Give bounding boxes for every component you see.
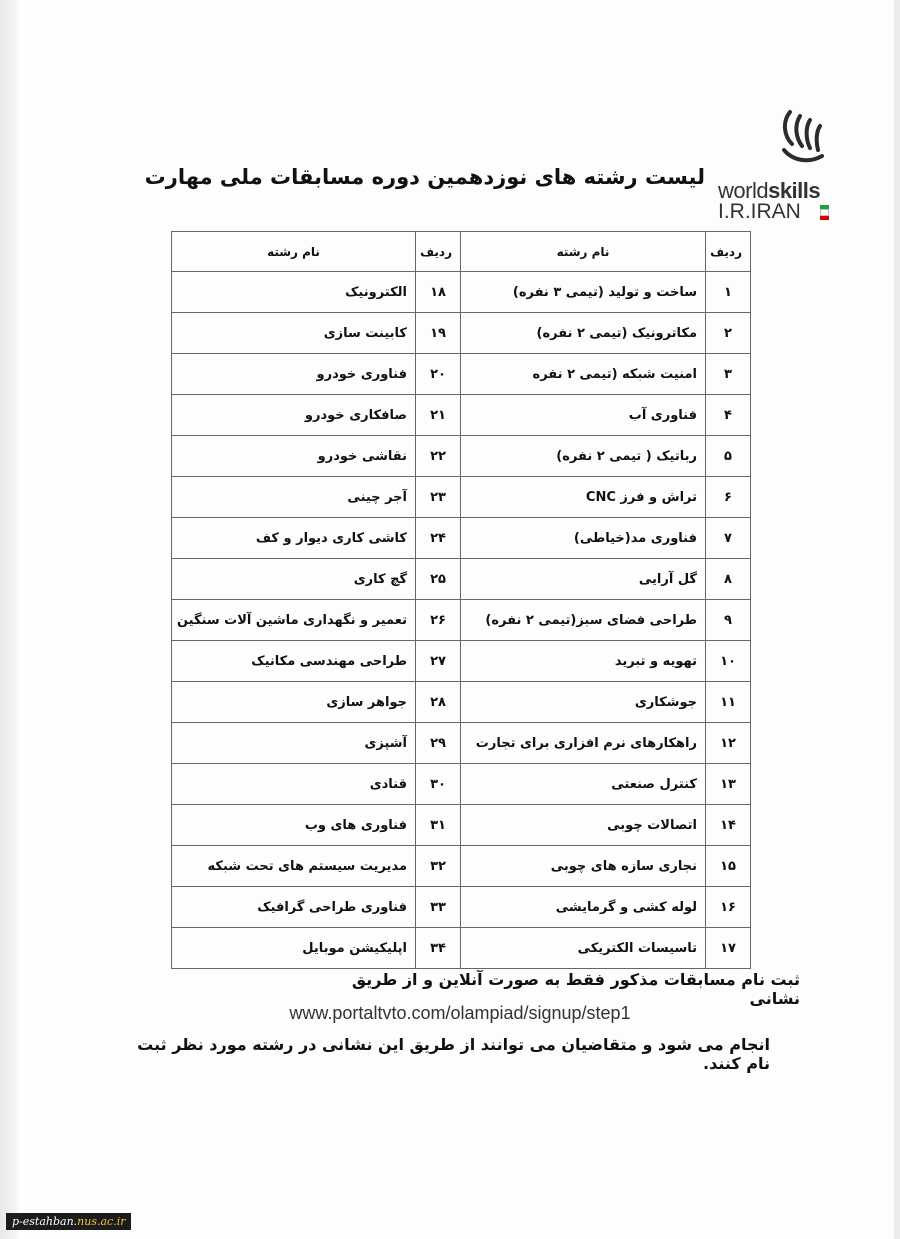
- skill-name: گل آرایی: [461, 559, 706, 600]
- table-row: [172, 272, 751, 313]
- skill-name: رباتیک ( تیمی ۲ نفره): [461, 436, 706, 477]
- row-number: ۵: [706, 436, 751, 477]
- row-number: ۱۰: [706, 641, 751, 682]
- table-row: [172, 723, 751, 764]
- table-row: [172, 641, 751, 682]
- skill-name: نقاشی خودرو: [172, 436, 416, 477]
- skill-name: کنترل صنعتی: [461, 764, 706, 805]
- row-number: ۲۰: [416, 354, 461, 395]
- row-number: ۲۲: [416, 436, 461, 477]
- row-number: ۱۵: [706, 846, 751, 887]
- registration-text-1: ثبت نام مسابقات مذکور فقط به صورت آنلاین و از طریق نشانی: [351, 970, 800, 1008]
- skill-name: جوشکاری: [461, 682, 706, 723]
- page-title: لیست رشته های نوزدهمین دوره مسابقات ملی مهارت: [144, 165, 705, 189]
- row-number: ۳۰: [416, 764, 461, 805]
- table-row: [172, 559, 751, 600]
- header-row-number-2: ردیف: [416, 232, 461, 272]
- table-row: [172, 764, 751, 805]
- table-row: [172, 805, 751, 846]
- row-number: ۶: [706, 477, 751, 518]
- skill-name: فناوری های وب: [172, 805, 416, 846]
- row-number: ۹: [706, 600, 751, 641]
- table-row: [172, 518, 751, 559]
- row-number: ۳۴: [416, 928, 461, 969]
- skill-name: مکاترونیک (تیمی ۲ نفره): [461, 313, 706, 354]
- table-header-row: [172, 232, 751, 272]
- row-number: ۱۹: [416, 313, 461, 354]
- skill-name: طراحی فضای سبز(تیمی ۲ نفره): [461, 600, 706, 641]
- skill-name: فناوری مد(خیاطی): [461, 518, 706, 559]
- scan-left-edge: [0, 0, 18, 1239]
- logo-country: I.R.IRAN: [718, 200, 801, 223]
- row-number: ۳: [706, 354, 751, 395]
- skill-name: فناوری خودرو: [172, 354, 416, 395]
- scan-right-edge: [894, 0, 900, 1239]
- table-row: [172, 928, 751, 969]
- row-number: ۲۴: [416, 518, 461, 559]
- skills-table: [171, 231, 751, 969]
- table-row: [172, 395, 751, 436]
- row-number: ۸: [706, 559, 751, 600]
- row-number: ۴: [706, 395, 751, 436]
- skill-name: فناوری طراحی گرافیک: [172, 887, 416, 928]
- skill-name: لوله کشی و گرمایشی: [461, 887, 706, 928]
- row-number: ۱: [706, 272, 751, 313]
- table-row: [172, 887, 751, 928]
- skill-name: گچ کاری: [172, 559, 416, 600]
- row-number: ۳۳: [416, 887, 461, 928]
- skill-name: طراحی مهندسی مکانیک: [172, 641, 416, 682]
- registration-text-2: انجام می شود و متقاضیان می توانند از طریق این نشانی در رشته مورد نظر ثبت نام کنند.: [137, 1035, 770, 1073]
- row-number: ۱۷: [706, 928, 751, 969]
- row-number: ۲۳: [416, 477, 461, 518]
- skill-name: آشپزی: [172, 723, 416, 764]
- skill-name: فناوری آب: [461, 395, 706, 436]
- table-row: [172, 477, 751, 518]
- skill-name: تهویه و تبرید: [461, 641, 706, 682]
- skill-name: ساخت و تولید (تیمی ۳ نفره): [461, 272, 706, 313]
- row-number: ۲۶: [416, 600, 461, 641]
- skill-name: کاشی کاری دیوار و کف: [172, 518, 416, 559]
- table-row: [172, 313, 751, 354]
- skill-name: راهکارهای نرم افزاری برای تجارت: [461, 723, 706, 764]
- row-number: ۲۷: [416, 641, 461, 682]
- worldskills-logo: [718, 110, 833, 223]
- table-row: [172, 846, 751, 887]
- row-number: ۷: [706, 518, 751, 559]
- table-row: [172, 354, 751, 395]
- skill-name: صافکاری خودرو: [172, 395, 416, 436]
- skill-name: جواهر سازی: [172, 682, 416, 723]
- row-number: ۳۲: [416, 846, 461, 887]
- skill-name: مدیریت سیستم های تحت شبکه: [172, 846, 416, 887]
- header-row-number: ردیف: [706, 232, 751, 272]
- skill-name: نجاری سازه های چوبی: [461, 846, 706, 887]
- skill-name: اپلیکیشن موبایل: [172, 928, 416, 969]
- skill-name: اتصالات چوبی: [461, 805, 706, 846]
- row-number: ۱۳: [706, 764, 751, 805]
- header-skill-name: نام رشته: [461, 232, 706, 272]
- skill-name: کابینت سازی: [172, 313, 416, 354]
- worldskills-hand-icon: [778, 110, 824, 172]
- row-number: ۳۱: [416, 805, 461, 846]
- skill-name: الکترونیک: [172, 272, 416, 313]
- row-number: ۱۸: [416, 272, 461, 313]
- skill-name: آجر چینی: [172, 477, 416, 518]
- skill-name: قنادی: [172, 764, 416, 805]
- row-number: ۱۶: [706, 887, 751, 928]
- row-number: ۲۱: [416, 395, 461, 436]
- table-row: [172, 436, 751, 477]
- header-skill-name-2: نام رشته: [172, 232, 416, 272]
- skill-name: امنیت شبکه (تیمی ۲ نفره: [461, 354, 706, 395]
- registration-link[interactable]: www.portaltvto.com/olampiad/signup/step1: [289, 1003, 631, 1023]
- skill-name: تراش و فرز CNC: [461, 477, 706, 518]
- row-number: ۲۵: [416, 559, 461, 600]
- row-number: ۲: [706, 313, 751, 354]
- footer-source-tag: p-estahban.nus.ac.ir: [6, 1213, 131, 1230]
- row-number: ۲۹: [416, 723, 461, 764]
- row-number: ۱۴: [706, 805, 751, 846]
- table-row: [172, 682, 751, 723]
- skill-name: تعمیر و نگهداری ماشین آلات سنگین: [172, 600, 416, 641]
- row-number: ۱۲: [706, 723, 751, 764]
- skill-name: تاسیسات الکتریکی: [461, 928, 706, 969]
- table-row: [172, 600, 751, 641]
- iran-flag-icon: [820, 205, 829, 218]
- logo-wordmark: worldskills: [718, 178, 821, 203]
- row-number: ۱۱: [706, 682, 751, 723]
- row-number: ۲۸: [416, 682, 461, 723]
